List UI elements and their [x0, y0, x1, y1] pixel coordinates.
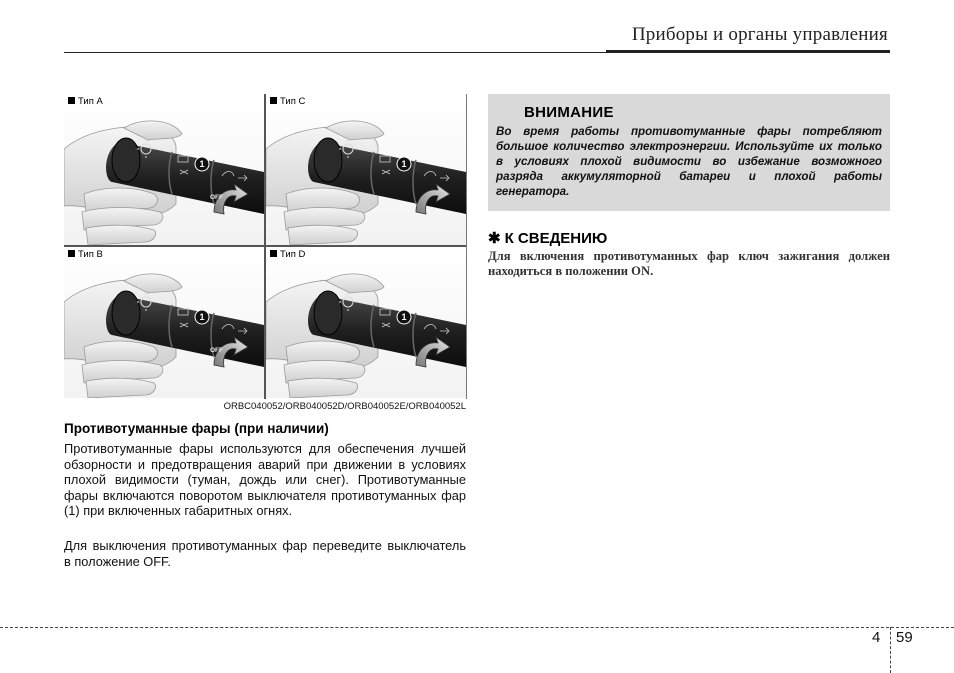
- bullet-square-icon: [68, 250, 75, 257]
- stalk-hand-illustration: [266, 247, 466, 398]
- figure-divider-horizontal: [64, 245, 466, 247]
- panel-label: Тип D: [270, 249, 308, 260]
- page-number: 59: [896, 629, 913, 646]
- warning-text: Во время работы противотуманные фары потребляют большое количество электроэнергии. Используйте их только в условиях плохой видимости во избежание возможного разряда аккумуляторной батареи и плохой работы генератора.: [496, 125, 882, 198]
- stalk-hand-illustration: [64, 94, 264, 245]
- info-title-text: К СВЕДЕНИЮ: [504, 230, 608, 247]
- panel-type-d: [266, 247, 466, 398]
- off-label: OFF: [210, 347, 223, 354]
- info-title: [488, 229, 607, 247]
- bullet-square-icon: [68, 97, 75, 104]
- warning-title: ВНИМАНИЕ: [524, 104, 614, 121]
- asterisk-icon: ✱: [488, 230, 501, 247]
- stalk-hand-illustration: [266, 94, 466, 245]
- warning-box: [488, 94, 890, 211]
- figure-code: ORBC040052/ORB040052D/ORB040052E/ORB040052L: [223, 401, 466, 412]
- info-text: Для включения противотуманных фар ключ зажигания должен находиться в положении ON.: [488, 249, 890, 279]
- section-title: Противотуманные фары (при наличии): [64, 421, 329, 436]
- panel-type-c: [266, 94, 466, 245]
- panel-label: Тип A: [68, 96, 106, 107]
- section-paragraph: Противотуманные фары используются для обеспечения лучшей обзорности и предотвращения аварий при движении в условиях плохой видимости (туман, дождь или снег). Противотуманные фары включаются поворотом выключателя противотуманных фар (1) при включенных габаритных огнях.: [64, 441, 466, 519]
- running-header-title: Приборы и органы управления: [631, 24, 888, 45]
- section-paragraph: Для выключения противотуманных фар переведите выключатель в положение OFF.: [64, 538, 466, 569]
- callout-number: 1: [199, 159, 205, 169]
- off-label: OFF: [210, 194, 223, 201]
- panel-label: Тип B: [68, 249, 106, 260]
- bullet-square-icon: [270, 250, 277, 257]
- panel-label: Тип C: [270, 96, 308, 107]
- callout-number: 1: [401, 159, 407, 169]
- bullet-square-icon: [270, 97, 277, 104]
- fog-switch-figure: [64, 94, 466, 399]
- callout-number: 1: [401, 312, 407, 322]
- footer-divider: [890, 627, 891, 673]
- figure-border-right: [466, 94, 467, 399]
- panel-type-a: [64, 94, 264, 245]
- header-rule-accent: [606, 50, 890, 53]
- footer-rule: [0, 627, 954, 628]
- callout-number: 1: [199, 312, 205, 322]
- panel-type-b: [64, 247, 264, 398]
- stalk-hand-illustration: [64, 247, 264, 398]
- section-number: 4: [872, 629, 881, 646]
